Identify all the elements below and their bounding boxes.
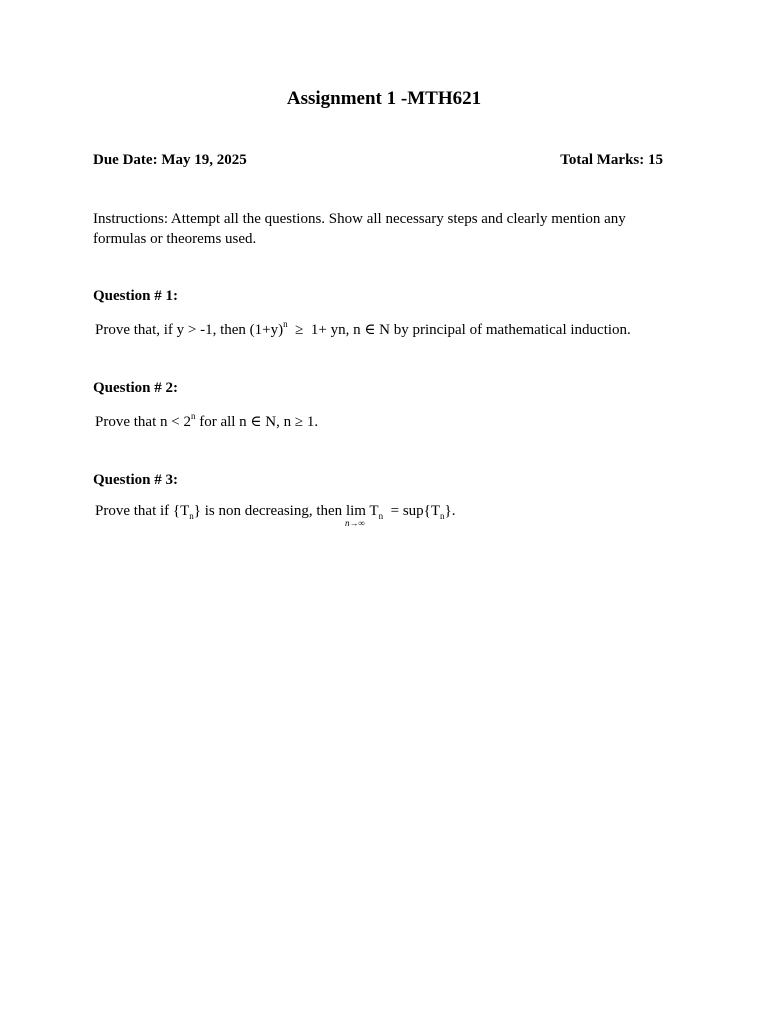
limit-word: lim (345, 503, 366, 519)
due-date: Due Date: May 19, 2025 (93, 152, 247, 168)
question-3-heading: Question # 3: (93, 472, 179, 488)
limit-subscript: n→∞ (344, 518, 365, 528)
question-3-text-c: T (365, 503, 379, 519)
question-3-subscript-3: n (440, 511, 445, 521)
question-1-body (95, 319, 631, 339)
question-3-text-b: } is non decreasing, then (193, 503, 346, 519)
question-1-text-a: Prove that, if y > -1, then (1+y) (95, 322, 284, 338)
question-3-text-a: Prove that if {T (95, 503, 190, 519)
question-3-body (95, 503, 456, 528)
question-2-exponent: n (190, 411, 196, 421)
question-2-text-b: for all n ∈ N, n ≥ 1. (195, 414, 319, 430)
question-2-body (95, 411, 318, 431)
total-marks: Total Marks: 15 (560, 152, 663, 168)
question-1-text-b: ≥ 1+ yn, n ∈ N by principal of mathematical induction. (287, 322, 631, 338)
question-3-text-d: = sup{T (383, 503, 441, 519)
instructions: Instructions: Attempt all the questions. Show all necessary steps and clearly mention any formulas or theorems used. (93, 211, 626, 247)
question-2-text-a: Prove that n < 2 (95, 414, 191, 430)
document-title: Assignment 1 -MTH621 (286, 88, 482, 109)
question-1-exponent: n (283, 319, 288, 329)
question-3-subscript-2: n (378, 511, 384, 521)
question-2-heading: Question # 2: (93, 380, 179, 396)
question-1-heading: Question # 1: (93, 288, 179, 304)
question-3-text-e: }. (444, 503, 456, 519)
limit-operator (344, 503, 366, 528)
question-3-subscript-1: n (189, 511, 194, 521)
